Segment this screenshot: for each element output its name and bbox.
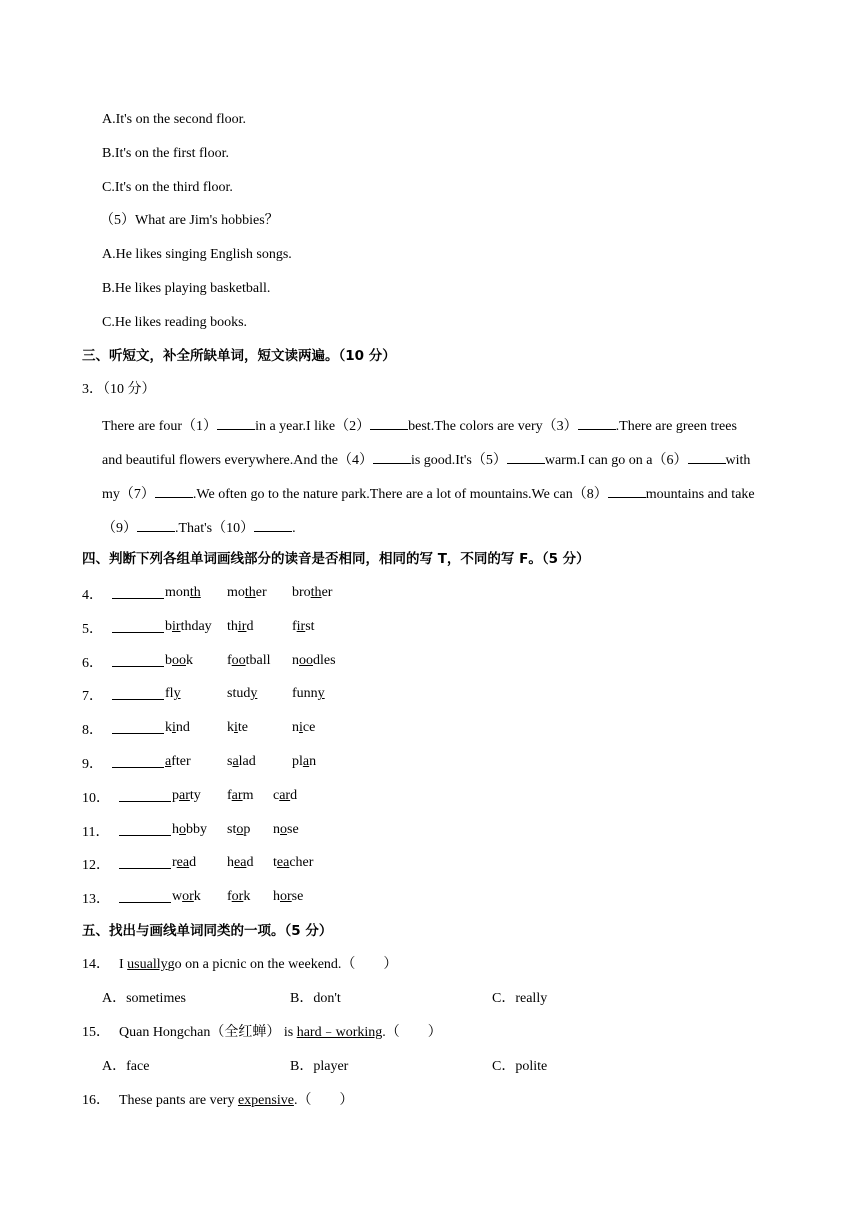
option-a: A.He likes singing English songs. <box>102 247 292 262</box>
word: head <box>227 855 254 871</box>
answer-blank[interactable] <box>112 618 164 633</box>
underlined-letters: or <box>280 889 292 905</box>
option-c[interactable]: C．really <box>492 991 548 1006</box>
word: teacher <box>273 855 314 871</box>
fill-blank-1[interactable] <box>217 415 255 430</box>
question-number: 5． <box>82 621 103 637</box>
answer-blank[interactable] <box>119 787 171 802</box>
fill-blank-7[interactable] <box>155 483 193 498</box>
phonics-row <box>82 787 298 808</box>
phonics-row <box>82 719 316 740</box>
underlined-letters: ir <box>172 618 181 634</box>
option-b[interactable]: B．player <box>290 1059 349 1074</box>
question-number: 10． <box>82 790 110 806</box>
word: nose <box>273 821 299 837</box>
question-number: 3．（10 分） <box>82 382 156 397</box>
fill-blank-4[interactable] <box>373 449 411 464</box>
underlined-letters: a <box>165 754 172 769</box>
underlined-letters: y <box>173 686 181 702</box>
underlined-letters: i <box>172 720 176 736</box>
word: horse <box>273 889 304 905</box>
phonics-row <box>82 854 314 875</box>
passage-line-3: my（7） .We often go to the nature park.There are a lot of mountains.We can（8） mountains and take <box>102 483 755 504</box>
question-15: 15． Quan Hongchan（全红蝉） is hard﹣working.（ ） <box>82 1025 442 1040</box>
option-a[interactable]: A．face <box>102 1059 150 1074</box>
fill-blank-3[interactable] <box>578 415 616 430</box>
phonics-row <box>82 584 333 605</box>
option-c: C.He likes reading books. <box>102 315 248 330</box>
underlined-letters: th <box>244 585 256 600</box>
fill-blank-8[interactable] <box>608 483 646 498</box>
word: funny <box>292 686 325 702</box>
option-b[interactable]: B．don't <box>290 991 341 1006</box>
underlined-letters: ar <box>231 787 243 803</box>
answer-blank[interactable] <box>112 584 164 599</box>
underlined-letters: o <box>179 821 186 837</box>
word: salad <box>227 754 256 769</box>
passage-line-1: There are four（1） in a year.I like（2） best.The colors are very（3） .There are green trees <box>102 415 737 436</box>
underlined-letters: o <box>236 821 244 837</box>
word: third <box>227 618 254 634</box>
fill-blank-10[interactable] <box>254 517 292 532</box>
underlined-letters: y <box>317 686 325 702</box>
option-c: C.It's on the third floor. <box>102 180 233 195</box>
question-number: 8． <box>82 723 103 739</box>
question-5: （5）What are Jim's hobbies？ <box>100 213 279 228</box>
word: nice <box>292 720 316 736</box>
underlined-letters: ar <box>279 787 291 803</box>
question-number: 9． <box>82 757 103 772</box>
word: study <box>227 686 258 702</box>
word: fork <box>227 889 251 905</box>
word: fly <box>165 686 181 702</box>
word: month <box>165 585 201 600</box>
phonics-row <box>82 821 299 842</box>
answer-blank[interactable] <box>112 685 164 700</box>
word: read <box>172 855 197 871</box>
section-heading-5: 五、找出与画线单词同类的一项。（5 分） <box>82 923 333 939</box>
underlined-word: usually <box>127 957 168 972</box>
underlined-letters: a <box>232 754 239 769</box>
underlined-letters: ea <box>176 855 190 871</box>
answer-blank[interactable] <box>119 854 171 869</box>
underlined-letters: a <box>302 754 310 769</box>
answer-blank[interactable] <box>112 719 164 734</box>
underlined-letters: th <box>189 585 201 600</box>
answer-blank[interactable] <box>112 753 164 768</box>
passage-line-2: and beautiful flowers everywhere.And the（4） is good.It's（5） warm.I can go on a（6） with <box>102 449 750 470</box>
fill-blank-5[interactable] <box>507 449 545 464</box>
word: party <box>172 787 201 803</box>
underlined-letters: i <box>299 720 303 736</box>
word: after <box>165 754 191 769</box>
underlined-letters: i <box>234 720 238 736</box>
phonics-row <box>82 618 315 639</box>
underlined-letters: or <box>231 889 244 905</box>
option-c[interactable]: C．polite <box>492 1059 548 1074</box>
fill-blank-6[interactable] <box>688 449 726 464</box>
question-16: 16． These pants are very expensive.（ ） <box>82 1093 354 1108</box>
answer-blank[interactable] <box>112 652 164 667</box>
underlined-letters: th <box>310 585 322 600</box>
word: birthday <box>165 618 212 634</box>
answer-blank[interactable] <box>119 821 171 836</box>
word: stop <box>227 821 251 837</box>
option-b: B.It's on the first floor. <box>102 146 229 161</box>
underlined-letters: ea <box>276 855 290 871</box>
question-number: 12． <box>82 858 110 874</box>
phonics-row <box>82 888 304 909</box>
option-a[interactable]: A．sometimes <box>102 991 186 1006</box>
phonics-row <box>82 652 336 673</box>
question-14: 14． I usuallygo on a picnic on the weekend.（ ） <box>82 957 398 972</box>
question-number: 11． <box>82 824 110 840</box>
underlined-letters: oo <box>172 652 186 668</box>
passage-line-4: （9） .That's（10） . <box>102 517 296 538</box>
underlined-letters: ea <box>234 855 247 871</box>
word: hobby <box>172 821 207 837</box>
word: book <box>165 652 193 668</box>
word: noodles <box>292 652 336 668</box>
underlined-letters: ar <box>179 787 190 803</box>
word: farm <box>227 787 254 803</box>
underlined-letters: ir <box>237 618 247 634</box>
word: card <box>273 787 298 803</box>
word: kite <box>227 720 248 736</box>
underlined-letters: oo <box>231 652 246 668</box>
word: plan <box>292 754 317 769</box>
question-number: 7． <box>82 689 103 705</box>
answer-blank[interactable] <box>119 888 171 903</box>
underlined-letters: oo <box>299 652 313 668</box>
underlined-letters: o <box>280 821 287 837</box>
fill-blank-9[interactable] <box>137 517 175 532</box>
underlined-letters: ir <box>296 618 306 634</box>
underlined-letters: or <box>182 889 194 905</box>
phonics-row <box>82 753 317 774</box>
underlined-letters: y <box>250 686 258 702</box>
word: football <box>227 652 271 668</box>
section-heading-4: 四、判断下列各组单词画线部分的读音是否相同，相同的写 T，不同的写 F。（5 分） <box>82 551 590 567</box>
question-number: 13． <box>82 892 110 908</box>
word: brother <box>292 585 333 600</box>
section-heading-3: 三、听短文，补全所缺单词，短文读两遍。（10 分） <box>82 348 396 364</box>
option-a: A.It's on the second floor. <box>102 112 247 127</box>
question-number: 4． <box>82 588 103 603</box>
word: kind <box>165 720 190 736</box>
underlined-word: hard﹣working <box>296 1025 383 1040</box>
fill-blank-2[interactable] <box>370 415 408 430</box>
word: mother <box>227 585 267 600</box>
phonics-row <box>82 685 325 706</box>
underlined-word: expensive <box>237 1093 294 1108</box>
word: work <box>172 889 201 905</box>
word: first <box>292 618 315 634</box>
question-number: 6． <box>82 655 103 671</box>
option-b: B.He likes playing basketball. <box>102 281 271 296</box>
